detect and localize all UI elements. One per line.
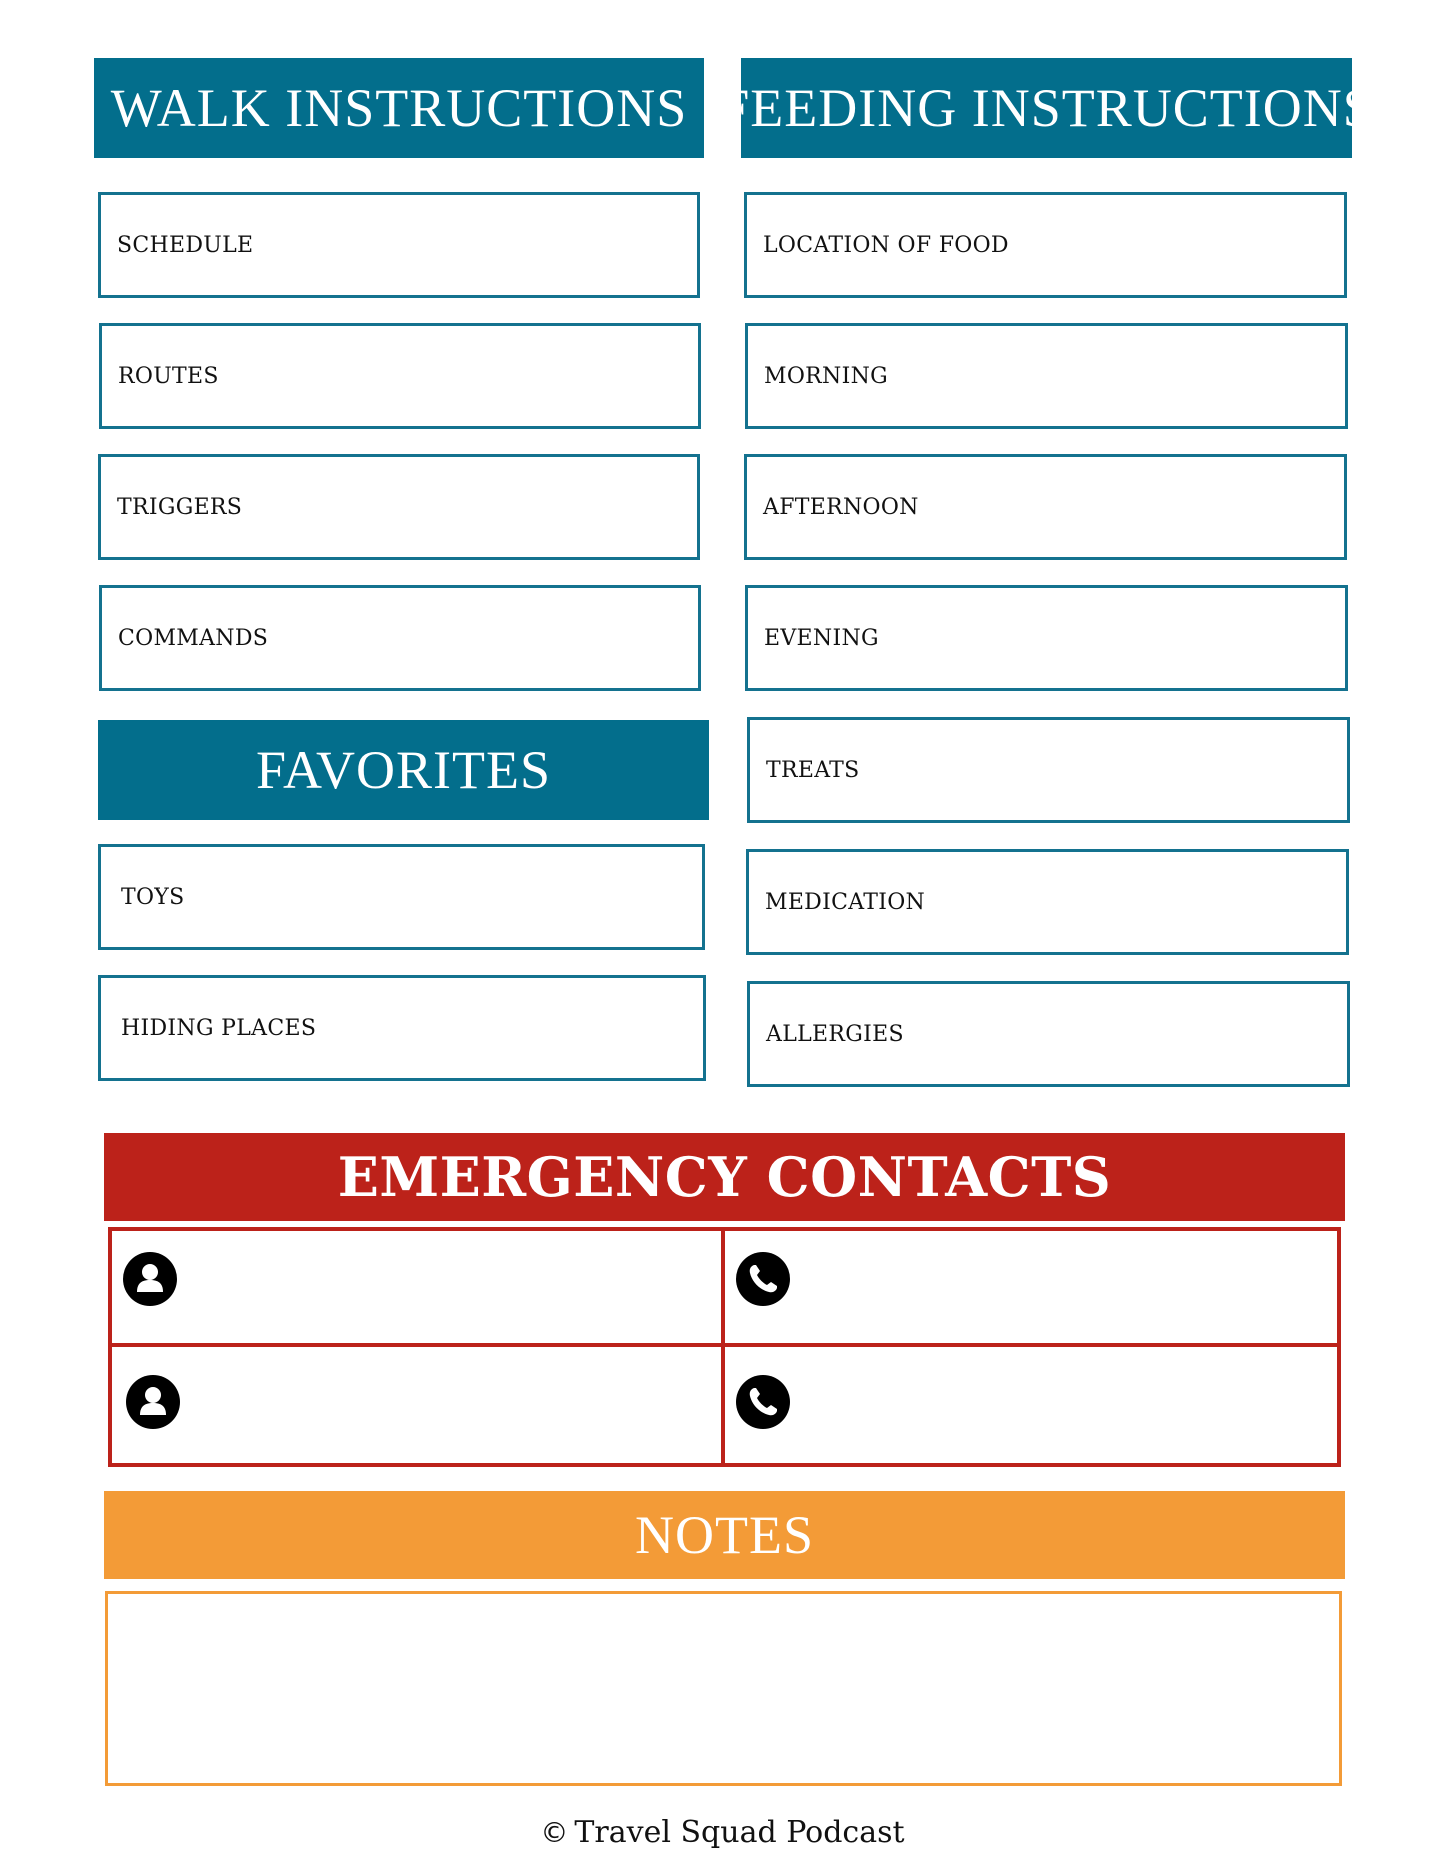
person-icon <box>125 1374 181 1430</box>
phone-icon <box>735 1251 791 1307</box>
feeding-treats-field[interactable] <box>747 717 1350 823</box>
field-label: TREATS <box>766 757 860 783</box>
feeding-location-field[interactable] <box>744 192 1347 298</box>
contact-2-phone-cell[interactable] <box>725 1347 1338 1463</box>
favorites-hiding-places-field[interactable] <box>98 975 706 1081</box>
field-label: SCHEDULE <box>117 232 254 258</box>
phone-icon <box>735 1374 791 1430</box>
favorites-title: FAVORITES <box>255 740 552 800</box>
field-label: EVENING <box>764 625 879 651</box>
notes-header <box>104 1491 1345 1579</box>
field-label: AFTERNOON <box>763 494 919 520</box>
walk-instructions-title: WALK INSTRUCTIONS <box>110 78 688 138</box>
field-label: MORNING <box>764 363 888 389</box>
feeding-medication-field[interactable] <box>746 849 1349 955</box>
emergency-contacts-table <box>108 1227 1341 1467</box>
walk-routes-field[interactable] <box>99 323 701 429</box>
feeding-instructions-header <box>719 58 1374 158</box>
feeding-instructions-title: FEEDING INSTRUCTIONS <box>719 78 1374 138</box>
walk-triggers-field[interactable] <box>98 454 700 560</box>
field-label: ROUTES <box>118 363 219 389</box>
contact-1-phone-cell[interactable] <box>725 1231 1338 1347</box>
contact-2-name-cell[interactable] <box>112 1347 725 1463</box>
walk-instructions-header <box>94 58 704 158</box>
favorites-toys-field[interactable] <box>98 844 705 950</box>
contact-1-name-cell[interactable] <box>112 1231 725 1347</box>
walk-schedule-field[interactable] <box>98 192 700 298</box>
field-label: TOYS <box>121 884 185 910</box>
footer-credit <box>0 1815 1445 1850</box>
notes-title: NOTES <box>635 1505 814 1565</box>
feeding-morning-field[interactable] <box>745 323 1348 429</box>
feeding-allergies-field[interactable] <box>747 981 1350 1087</box>
notes-area[interactable] <box>105 1591 1342 1786</box>
field-label: ALLERGIES <box>766 1021 904 1047</box>
favorites-header <box>98 720 709 820</box>
copyright-symbol: © <box>540 1816 569 1849</box>
walk-commands-field[interactable] <box>99 585 701 691</box>
field-label: MEDICATION <box>765 889 926 915</box>
field-label: COMMANDS <box>118 625 269 651</box>
footer-text: Travel Squad Podcast <box>574 1815 905 1850</box>
field-label: LOCATION OF FOOD <box>763 232 1009 258</box>
feeding-afternoon-field[interactable] <box>744 454 1347 560</box>
emergency-contacts-title: EMERGENCY CONTACTS <box>337 1145 1112 1209</box>
person-icon <box>122 1251 178 1307</box>
emergency-contacts-header <box>104 1133 1345 1221</box>
field-label: HIDING PLACES <box>121 1015 317 1041</box>
feeding-evening-field[interactable] <box>745 585 1348 691</box>
field-label: TRIGGERS <box>117 494 243 520</box>
